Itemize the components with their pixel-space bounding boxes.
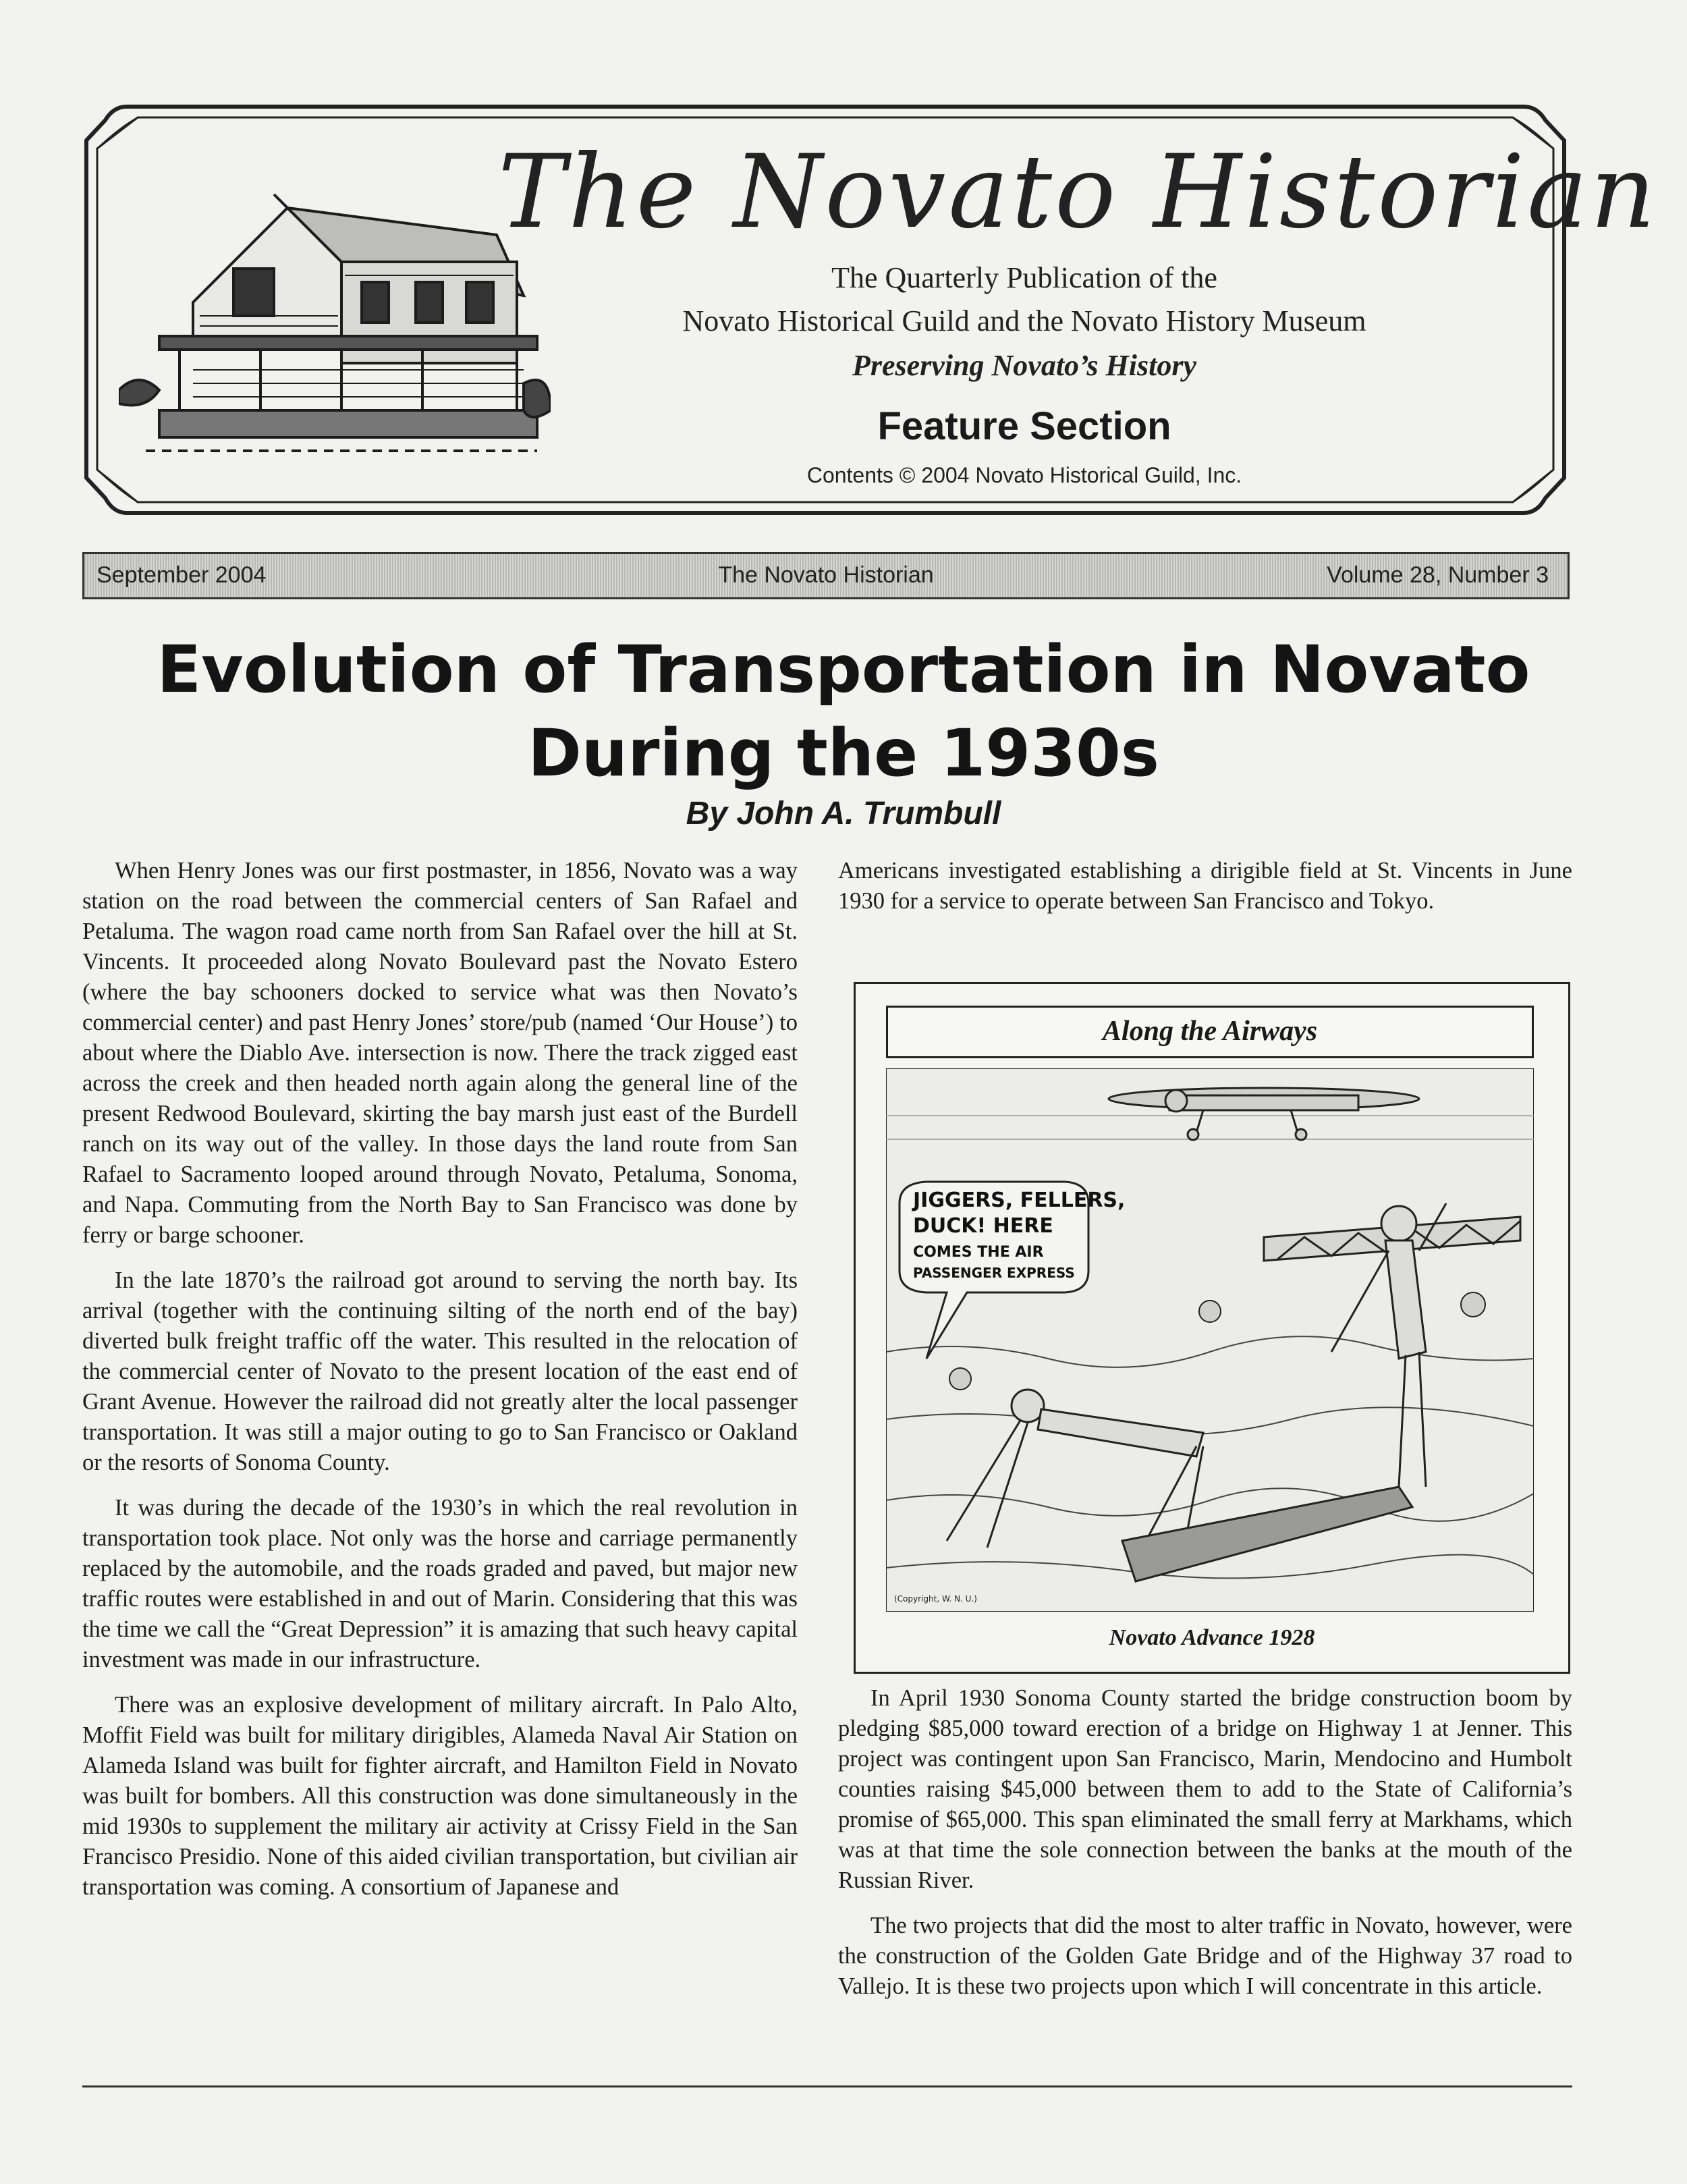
paragraph: When Henry Jones was our first postmaster, in 1856, Novato was a way station on the road between the commercial centers of San Rafael and Petaluma. The wagon road came north from San Rafael over the hill at St. Vincents. It proceeded along Novato Boulevard past the Novato Estero (where the bay schooners docked to service what was then Novato’s commercial center) and past Henry Jones’ store/pub (named ‘Our House’) to about where the Diablo Ave. intersection is now. There the track zigged east across the creek and then headed north again along the general line of the present Redwood Boulevard, skirting the bay marsh just east of the Burdell ranch on its way out of the valley. In those days the land route from San Rafael to Sacramento looped around through Novato, Petaluma, Sonoma, and Napa. Commuting from the North Bay to San Francisco was done by ferry or barge schooner. bbox=[82, 858, 798, 1248]
paragraph: Americans investigated establishing a dirigible field at St. Vincents in June 1930 for a service to operate between San Francisco and Tokyo. bbox=[838, 858, 1572, 914]
balloon-line-3: COMES THE AIR bbox=[913, 1244, 1044, 1261]
paragraph: In April 1930 Sonoma County started the bridge construction boom by pledging $85,000 toward erection of a bridge on Highway 1 at Jenner. This project was contingent upon San Francisco, Marin, Mendocino and Humbolt counties raising $45,000 between them to add to the State of California’s promise of $65,000. This span eliminated the small ferry at Markhams, which was at that time the sole connection between the banks at the mouth of the Russian River. bbox=[838, 1685, 1572, 1893]
article-headline bbox=[81, 628, 1606, 795]
masthead bbox=[80, 100, 1659, 518]
balloon-line-4: PASSENGER EXPRESS bbox=[913, 1265, 1075, 1281]
cartoon-title: Along the Airways bbox=[886, 1006, 1534, 1058]
issue-date: September 2004 bbox=[96, 562, 267, 588]
balloon-line-1: JIGGERS, FELLERS, bbox=[913, 1189, 1126, 1212]
cartoon-illustration bbox=[886, 1068, 1534, 1612]
cartoon-caption: Novato Advance 1928 bbox=[1109, 1625, 1315, 1650]
cartoon-figure bbox=[854, 982, 1570, 1674]
paragraph: The two projects that did the most to alter traffic in Novato, however, were the construction of the Golden Gate Bridge and of the Highway 37 road to Vallejo. It is these two projects upon which I will concentrate in this article. bbox=[838, 1913, 1572, 1999]
paragraph: There was an explosive development of military aircraft. In Palo Alto, Moffit Field was built for military dirigibles, Alameda Naval Air Station on Alameda Island was built for fighter aircraft, and Hamilton Field in Novato was built for bombers. All this construction was done simultaneously in the mid 1930s to supplement the military air activity at Crissy Field in the San Francisco Presidio. None of this aided civilian transportation, but civilian air transportation was coming. A consortium of Japanese and bbox=[82, 1692, 798, 1900]
issue-info-bar bbox=[82, 552, 1570, 599]
page-bottom-rule bbox=[82, 2085, 1572, 2087]
paragraph: In the late 1870’s the railroad got around to serving the north bay. Its arrival (together with the continuing silting of the north end of the bay) diverted bulk freight traffic off the water. This resulted in the relocation of the commercial center of Novato to the present location of the east end of Grant Avenue. However the railroad did not greatly alter the local passenger transportation. It was still a major outing to go to San Francisco or Oakland or the resorts of Sonoma County. bbox=[82, 1267, 798, 1475]
balloon-line-2: DUCK! HERE bbox=[913, 1214, 1053, 1238]
headline-line-2: During the 1930s bbox=[528, 715, 1159, 791]
publication-subtitle: The Quarterly Publication of the bbox=[831, 261, 1217, 294]
paragraph: It was during the decade of the 1930’s in which the real revolution in transportation took place. Not only was the horse and carriage permanently replaced by the automobile, and the roads graded and paved, but major new traffic routes were established in and out of Marin. Considering that this was the time we call the “Great Depression” it is amazing that such heavy capital investment was made in our infrastructure. bbox=[82, 1495, 798, 1672]
section-heading: Feature Section bbox=[877, 404, 1171, 448]
newsletter-title: The Novato Historian bbox=[498, 134, 1659, 251]
issue-publication-name: The Novato Historian bbox=[718, 562, 934, 588]
article-byline: By John A. Trumbull bbox=[686, 796, 1001, 831]
article-column-left bbox=[82, 856, 798, 1917]
house-illustration bbox=[119, 167, 551, 464]
publication-motto: Preserving Novato’s History bbox=[852, 349, 1197, 382]
cartoon-copyright-mark: (Copyright, W. N. U.) bbox=[894, 1594, 977, 1604]
copyright-notice: Contents © 2004 Novato Historical Guild, Inc. bbox=[806, 463, 1242, 487]
issue-volume: Volume 28, Number 3 bbox=[1327, 562, 1549, 588]
article-column-right-bottom bbox=[838, 1683, 1572, 2017]
headline-line-1: Evolution of Transportation in Novato bbox=[157, 632, 1530, 707]
publication-publisher: Novato Historical Guild and the Novato History Museum bbox=[682, 304, 1366, 337]
article-column-right-top bbox=[838, 856, 1572, 931]
